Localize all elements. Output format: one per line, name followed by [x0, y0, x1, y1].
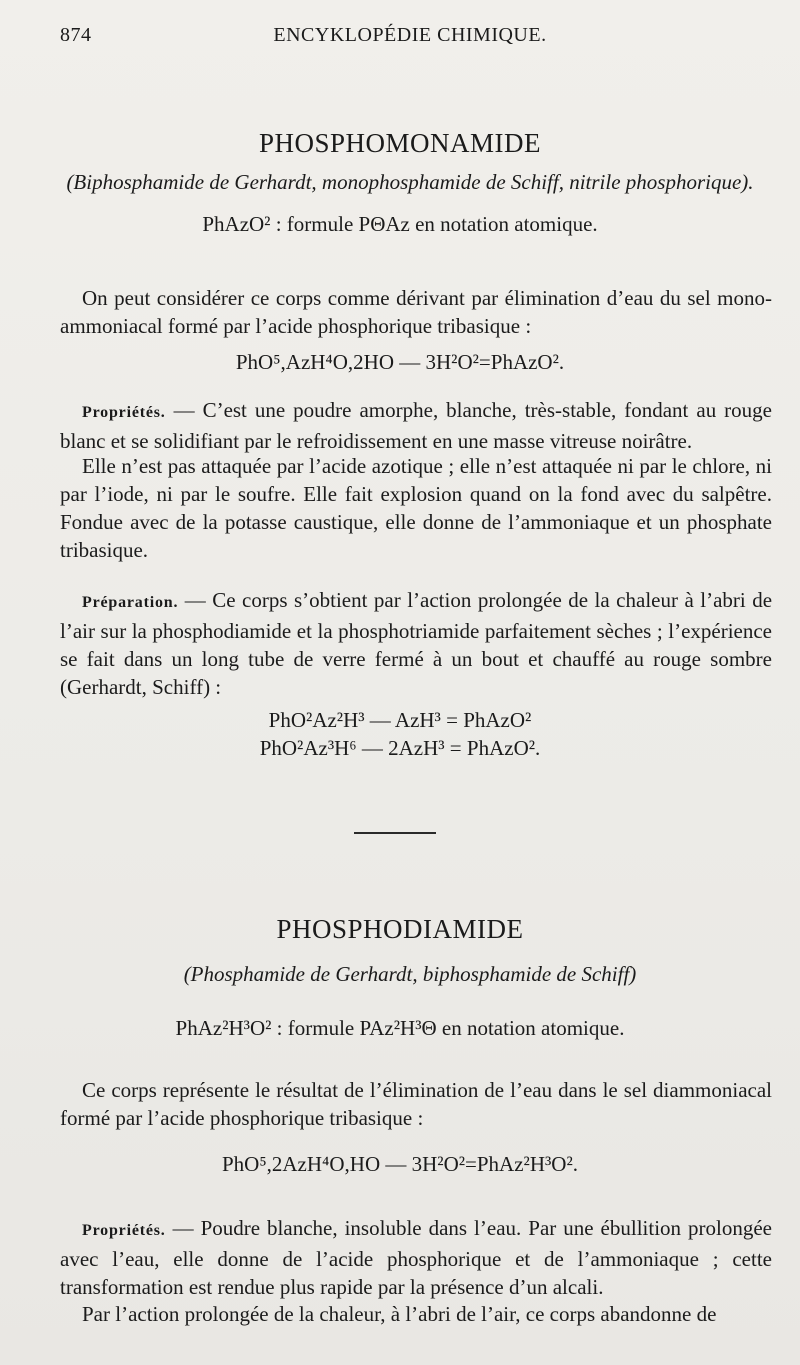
section2-formula-line: PhAz²H³O² : formule PAz²H³Θ en notation atomique.	[175, 1016, 625, 1040]
section2-intro	[60, 1076, 772, 1132]
section-divider	[354, 832, 436, 834]
section1-intro	[60, 284, 772, 340]
page-header	[60, 24, 760, 52]
section-title-phosphomonamide: PHOSPHOMONAMIDE	[258, 128, 542, 158]
section1-formula-line: PhAzO² : formule PΘAz en notation atomique.	[202, 212, 598, 236]
section1-equation-3: PhO²Az³H⁶ — 2AzH³ = PhAzO².	[259, 736, 541, 760]
properties-label: Propriétés.	[82, 404, 166, 421]
section1-synonyms: (Biphosphamide de Gerhardt, monophosphamide de Schiff, nitrile phosphorique).	[66, 170, 754, 194]
properties-text-2: Elle n’est pas attaquée par l’acide azotique ; elle n’est attaquée ni par le chlore, ni par l’iode, ni par le soufre. Elle fait explosion quand on la fond avec du salpêtre. Fondue avec de la potasse caustique, elle donne de l’ammoniaque et un phosphate tribasique.	[60, 454, 772, 562]
section1-equation: PhO⁵,AzH⁴O,2HO — 3H²O²=PhAzO².	[235, 350, 565, 374]
preparation-label: Préparation.	[82, 594, 179, 611]
section1-properties	[60, 396, 772, 455]
section2-equation: PhO⁵,2AzH⁴O,HO — 3H²O²=PhAz²H³O².	[221, 1152, 579, 1176]
running-title: ENCYKLOPÉDIE CHIMIQUE.	[273, 24, 547, 46]
section2-last-line	[60, 1300, 772, 1328]
section1-properties-2	[60, 452, 772, 564]
section2-synonyms: (Phosphamide de Gerhardt, biphosphamide de Schiff)	[183, 962, 637, 986]
section1-intro-text: On peut considérer ce corps comme dérivant par élimination d’eau du sel mono-ammoniacal formé par l’acide phosphorique tribasique :	[60, 286, 772, 338]
page-number: 874	[60, 24, 92, 46]
properties-label-2: Propriétés.	[82, 1222, 166, 1239]
preparation-text: — Ce corps s’obtient par l’action prolongée de la chaleur à l’abri de l’air sur la phosphodiamide et la phosphotriamide parfaitement sèches ; l’expérience se fait dans un long tube de verre fermé à un bout et chauffé au rouge sombre (Gerhardt, Schiff) :	[60, 588, 773, 699]
properties-text-3: — Poudre blanche, insoluble dans l’eau. Par une ébullition prolongée avec l’eau, elle donne de l’acide phosphorique et de l’ammoniaque ; cette transformation est rendue plus rapide par la présence d’un alcali.	[60, 1216, 773, 1299]
last-line-text: Par l’action prolongée de la chaleur, à l’abri de l’air, ce corps abandonne de	[82, 1302, 717, 1326]
section2-intro-text: Ce corps représente le résultat de l’élimination de l’eau dans le sel diammoniacal formé par l’acide phosphorique tribasique :	[60, 1078, 772, 1130]
section1-equation-2: PhO²Az²H³ — AzH³ = PhAzO²	[268, 708, 532, 732]
section1-preparation	[60, 586, 772, 701]
properties-text: — C’est une poudre amorphe, blanche, très-stable, fondant au rouge blanc et se solidifiant par le refroidissement en une masse vitreuse noirâtre.	[60, 398, 772, 453]
section-title-phosphodiamide: PHOSPHODIAMIDE	[276, 914, 524, 944]
section2-properties	[60, 1214, 772, 1301]
